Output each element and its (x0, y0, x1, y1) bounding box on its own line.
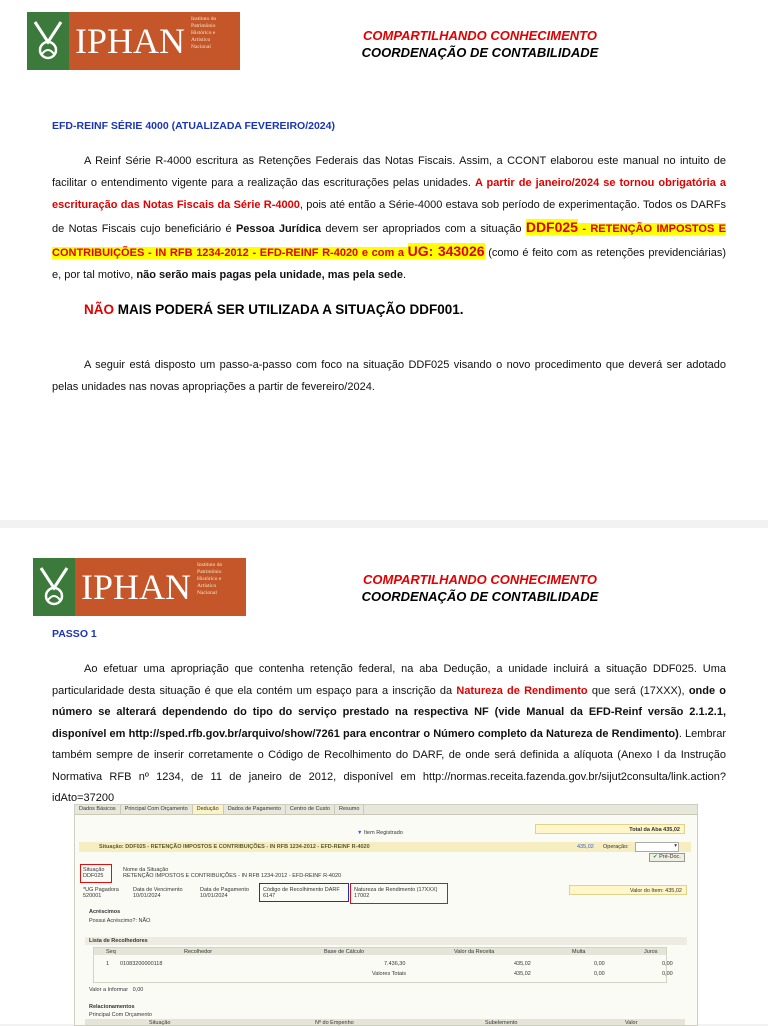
page-header (300, 27, 660, 61)
operacao-select[interactable] (635, 842, 679, 852)
cell-seq: 1 (106, 961, 110, 967)
cell-valor-receita: 435,02 (514, 961, 531, 967)
total-juros: 0,00 (662, 971, 673, 977)
iphan-logo (33, 558, 246, 616)
ug-highlight: UG: 343026 (407, 243, 485, 259)
codigo-recolhimento-field: Código de Recolhimento DARF 6147 (263, 887, 340, 899)
natureza-rendimento-field: Natureza de Rendimento (17XXX) 17002 (354, 887, 438, 899)
relacionamentos-header: Situação Nº do Empenho Subelemento Valor (85, 1019, 685, 1026)
pre-doc-button[interactable]: ✔ Pré-Doc. (649, 853, 685, 862)
logo-wordmark: IPHAN (75, 558, 197, 616)
possui-acrescimo: Possui Acréscimo?: NÃO (89, 918, 151, 924)
nome-situacao-field: Nome da Situação RETENÇÃO IMPOSTOS E CONTRIBUIÇÕES - IN RFB 1234-2012 - EFD-REINF R-4020 (123, 867, 342, 879)
header-line-2: COORDENAÇÃO DE CONTABILIDADE (361, 45, 599, 60)
col-seq: Seq (106, 949, 116, 955)
ug-pagadora-field: *UG Pagadora 520001 (83, 887, 119, 899)
ddf001-notice: NÃO MAIS PODERÁ SER UTILIZADA A SITUAÇÃO DDF001. (84, 302, 464, 317)
valor-item: Valor do Item: 435,02 (569, 885, 687, 895)
logo-institution-text: Instituto do Patrimônio Histórico e Artístico Nacional (191, 12, 240, 70)
col-multa: Multa (572, 949, 586, 955)
cell-recolhedor[interactable]: 01083200000118 (120, 961, 163, 967)
iphan-emblem-icon (33, 558, 75, 616)
step-intro-paragraph: A seguir está disposto um passo-a-passo com foco na situação DDF025 visando o novo procedimento que deverá ser adotado pelas unidades nas novas apropriações a partir de fevereiro/2024. (52, 359, 726, 393)
col-recolhedor: Recolhedor (184, 949, 213, 955)
situacao-field: Situação DDF025 (83, 867, 105, 879)
chevron-down-icon: ▾ (674, 843, 677, 849)
tab-centro-custo[interactable]: Centro de Custo (286, 805, 335, 814)
document-page-2 (0, 528, 768, 1024)
cell-base-calculo: 7.436,30 (384, 961, 406, 967)
codigo-highlight-box (259, 883, 349, 902)
cell-multa: 0,00 (594, 961, 605, 967)
siafi-deducao-screenshot (74, 804, 698, 1026)
iphan-logo (27, 12, 240, 70)
cell-juros: 0,00 (662, 961, 673, 967)
check-icon: ✔ (653, 854, 660, 860)
total-multa: 0,00 (594, 971, 605, 977)
tab-dados-basicos[interactable]: Dados Básicos (75, 805, 121, 814)
situacao-highlight: DDF025 (525, 219, 578, 235)
header-line-2: COORDENAÇÃO DE CONTABILIDADE (361, 589, 599, 604)
item-registrado-label: ▼ Item Registrado (357, 830, 403, 836)
iphan-emblem-icon (27, 12, 69, 70)
col-juros: Juros (644, 949, 658, 955)
col-valor-receita: Valor da Receita (454, 949, 495, 955)
page-header (300, 571, 660, 605)
logo-wordmark: IPHAN (69, 12, 191, 70)
tab-deducao[interactable]: Dedução (193, 805, 224, 814)
col-base-calculo: Base de Cálculo (324, 949, 365, 955)
situacao-bar: Situação: DDF025 - RETENÇÃO IMPOSTOS E CONTRIBUIÇÕES - IN RFB 1234-2012 - EFD-REINF R-4020 (79, 842, 691, 852)
situacao-highlight-box (80, 864, 112, 883)
operacao-label: Operação: (603, 844, 629, 850)
acrescimos-title: Acréscimos (89, 909, 121, 915)
header-line-1: COMPARTILHANDO CONHECIMENTO (363, 572, 597, 587)
total-aba: Total da Aba 435,02 (535, 824, 685, 834)
tab-dados-pagamento[interactable]: Dados de Pagamento (224, 805, 286, 814)
logo-institution-text: Instituto do Patrimônio Histórico e Artístico Nacional (197, 558, 246, 616)
tab-principal-orcamento[interactable]: Principal Com Orçamento (121, 805, 193, 814)
valores-totais-label: Valores Totais (372, 971, 407, 977)
valor-informar: Valor a Informar 0,00 (89, 987, 144, 993)
lista-recolhedores-title: Lista de Recolhedores (85, 937, 687, 945)
relacionamentos-title: Relacionamentos (89, 1004, 135, 1010)
situacao-valor: 435,02 (577, 844, 594, 850)
recolhedores-table (93, 947, 673, 983)
intro-paragraph: A Reinf Série R-4000 escritura as Retenções Federais das Notas Fiscais. Assim, a CCONT elaborou este manual no intuito de facilitar o entendimento vigente para a realização das escriturações pelas unidades. A partir de janeiro/2024 se tornou obrigatória a escrituração das Notas Fiscais da Série R-4000, pois até então a Série-4000 estava sob período de experimentação. Todos os DARFs de Notas Fiscais cujo beneficiário é Pessoa Jurídica devem ser apropriados com a situação DDF025 - RETENÇÃO IMPOSTOS E CONTRIBUIÇÕES - IN RFB 1234-2012 - EFD-REINF R-4020 e com a UG: 343026 (como é feito com as retenções previdenciárias) e, por tal motivo, não serão mais pagas pela unidade, mas pela sede. (52, 155, 727, 281)
step-1-paragraph: Ao efetuar uma apropriação que contenha retenção federal, na aba Dedução, a unidade incluirá a situação DDF025. Uma particularidade desta situação é que ela contém um espaço para a inscrição da Natureza de Rendimento que será (17XXX), onde o número se alterará dependendo do tipo do serviço prestado na respectiva NF (vide Manual da EFD-Reinf versão 2.1.2.1, disponível em http://sped.rfb.gov.br/arquivo/show/7261 para encontrar o Número completo da Natureza de Rendimento). Lembrar também sempre de inserir corretamente o Código de Recolhimento do DARF, de onde será definida a alíquota (Anexo I da Instrução Normativa RFB nº 1234, de 11 de janeiro de 2012, disponível em http://normas.receita.fazenda.gov.br/sijut2consulta/link.action?idAto=37200 (52, 663, 727, 804)
natureza-highlight-box (350, 883, 448, 904)
header-line-1: COMPARTILHANDO CONHECIMENTO (363, 28, 597, 43)
siafi-tab-bar (75, 805, 697, 815)
pagamento-field: Data de Pagamento 10/01/2024 (200, 887, 249, 899)
total-receita: 435,02 (514, 971, 531, 977)
vencimento-field: Data de Vencimento 10/01/2024 (133, 887, 183, 899)
step-title: PASSO 1 (52, 628, 97, 640)
tab-resumo[interactable]: Resumo (335, 805, 364, 814)
section-title: EFD-REINF SÉRIE 4000 (ATUALIZADA FEVEREIRO/2024) (52, 120, 335, 132)
principal-orcamento-label: Principal Com Orçamento (89, 1012, 152, 1018)
